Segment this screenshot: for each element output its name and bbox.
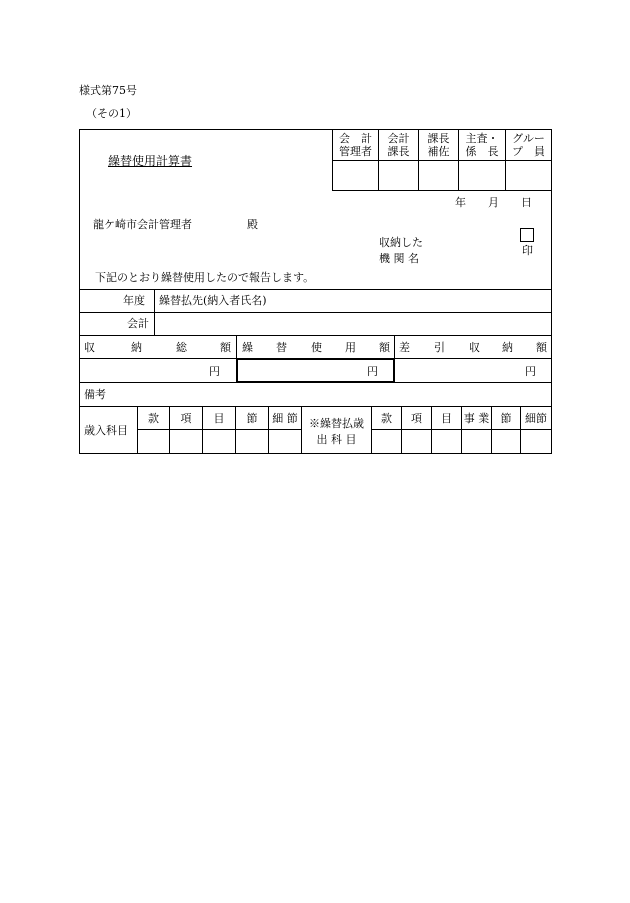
total-received-yen: 円 (209, 365, 220, 378)
honorific: 殿 (247, 218, 258, 231)
date-day: 日 (521, 196, 532, 209)
revenue-col-saisetsu: 細 節 (272, 412, 298, 425)
date-year: 年 (455, 196, 466, 209)
expense-col-saisetsu: 細節 (525, 412, 547, 425)
approval-deputy-chief: 課長 補佐 (427, 132, 450, 158)
expense-account-label-1: ※繰替払歳 (309, 417, 364, 430)
form-title: 繰替使用計算書 (108, 154, 193, 168)
seal-label: 印 (522, 244, 533, 257)
form-number: 様式第75号 (79, 84, 137, 97)
remarks-label: 備考 (84, 388, 106, 401)
report-text: 下記のとおり繰替使用したので報告します。 (95, 271, 315, 284)
receiver-label-2: 機 関 名 (379, 252, 419, 265)
revenue-col-kan: 款 (148, 412, 159, 425)
revenue-col-setsu: 節 (246, 412, 258, 425)
form-sub-number: （その1） (86, 107, 137, 120)
seal-box (520, 228, 534, 242)
receiver-label-1: 収納した (379, 236, 423, 249)
approval-section-chief: 会計 課長 (387, 132, 410, 158)
revenue-col-moku: 目 (213, 412, 225, 425)
approval-group-member: グルー プ 員 (512, 132, 545, 158)
expense-col-kan: 款 (381, 412, 392, 425)
net-received-yen: 円 (525, 365, 536, 378)
revenue-col-kou: 項 (180, 412, 192, 425)
revenue-account-label: 歳入科目 (84, 424, 128, 437)
fiscal-year-label: 年度 (123, 294, 145, 307)
approval-accountant: 会 計 管理者 (339, 132, 372, 158)
account-label: 会計 (127, 317, 149, 330)
expense-account-label-2: 出 科 目 (316, 433, 357, 446)
addressee: 龍ケ崎市会計管理者 (93, 218, 192, 231)
approval-chief: 主査・ 係 長 (465, 132, 499, 158)
expense-col-kou: 項 (411, 412, 422, 425)
date-month: 月 (488, 196, 499, 209)
expense-col-jigyou: 事 業 (463, 412, 490, 425)
payee-label: 繰替払先(納入者氏名) (159, 294, 267, 307)
substitute-used-yen: 円 (367, 365, 378, 378)
expense-col-setsu: 節 (500, 412, 512, 425)
expense-col-moku: 目 (441, 412, 452, 425)
